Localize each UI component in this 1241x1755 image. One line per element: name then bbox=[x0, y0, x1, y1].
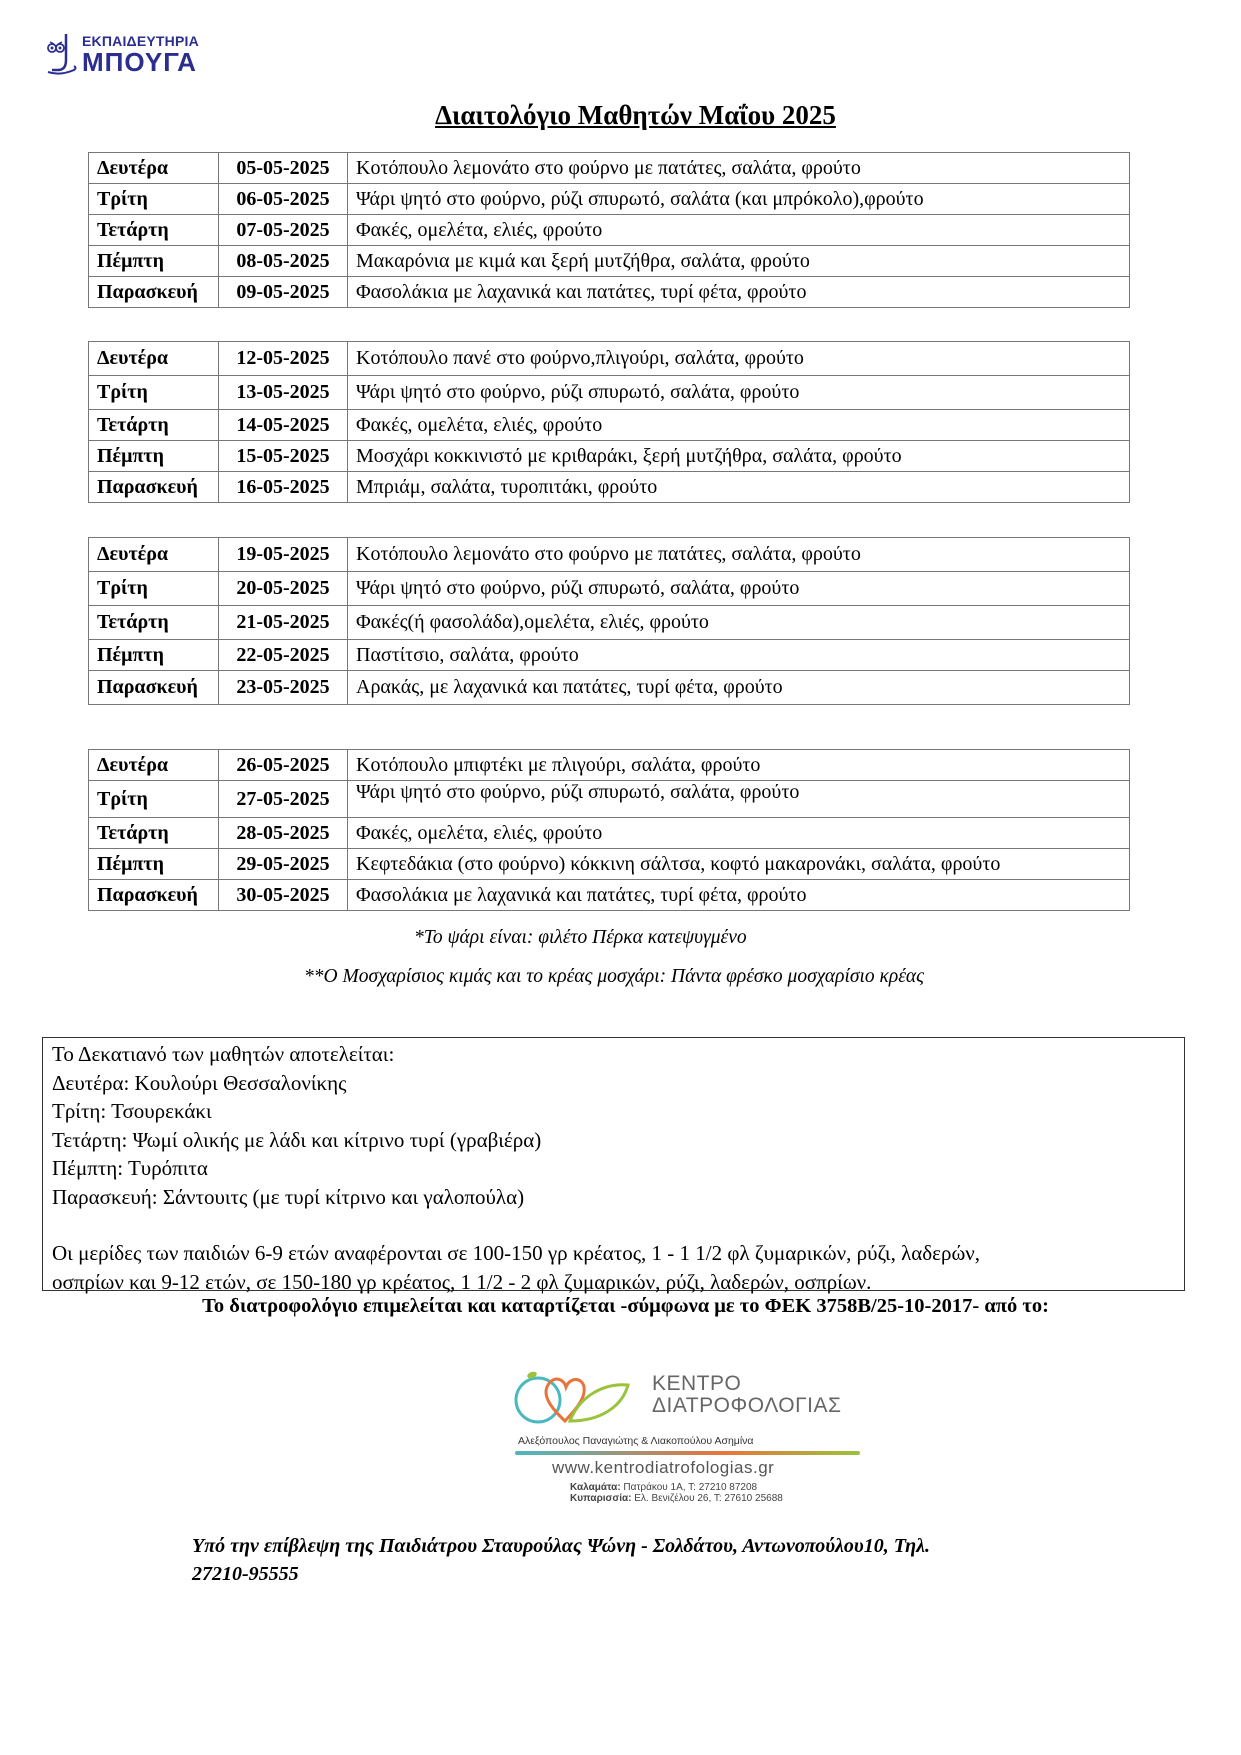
date-cell: 07-05-2025 bbox=[219, 215, 348, 246]
owl-icon bbox=[44, 30, 78, 78]
table-row bbox=[89, 671, 1130, 705]
day-cell: Παρασκευή bbox=[89, 880, 219, 911]
day-cell: Παρασκευή bbox=[89, 277, 219, 308]
day-cell: Τρίτη bbox=[89, 184, 219, 215]
school-logo bbox=[44, 30, 199, 78]
menu-cell: Ψάρι ψητό στο φούρνο, ρύζι σπυρωτό, σαλάτα, φρούτο bbox=[348, 781, 1130, 818]
center-url: www.kentrodiatrofologias.gr bbox=[552, 1458, 775, 1477]
date-cell: 26-05-2025 bbox=[219, 750, 348, 781]
portions-line-1: Οι μερίδες των παιδιών 6-9 ετών αναφέρονται σε 100-150 γρ κρέατος, 1 - 1 1/2 φλ ζυμαρικών, ρύζι, λαδερών, bbox=[52, 1241, 981, 1265]
date-cell: 22-05-2025 bbox=[219, 640, 348, 671]
day-cell: Τετάρτη bbox=[89, 606, 219, 640]
day-cell: Δευτέρα bbox=[89, 342, 219, 376]
snack-item-thursday: Πέμπτη: Τυρόπιτα bbox=[52, 1156, 208, 1180]
center-title-line2: ΔΙΑΤΡΟΦΟΛΟΓΙΑΣ bbox=[652, 1394, 842, 1417]
table-row bbox=[89, 849, 1130, 880]
date-cell: 23-05-2025 bbox=[219, 671, 348, 705]
day-cell: Πέμπτη bbox=[89, 849, 219, 880]
table-row bbox=[89, 606, 1130, 640]
nutrition-center-logo bbox=[510, 1355, 860, 1504]
day-cell: Τετάρτη bbox=[89, 215, 219, 246]
week-table-3 bbox=[88, 537, 1130, 705]
fek-statement: Το διατροφολόγιο επιμελείται και καταρτίζεται -σύμφωνα με το ΦΕΚ 3758Β/25-10-2017- από το: bbox=[202, 1295, 1049, 1317]
table-row bbox=[89, 750, 1130, 781]
week-table-1 bbox=[88, 152, 1130, 308]
date-cell: 27-05-2025 bbox=[219, 781, 348, 818]
table-row bbox=[89, 572, 1130, 606]
menu-cell: Κοτόπουλο μπιφτέκι με πλιγούρι, σαλάτα, φρούτο bbox=[348, 750, 1130, 781]
snack-item-wednesday: Τετάρτη: Ψωμί ολικής με λάδι και κίτρινο τυρί (γραβιέρα) bbox=[52, 1127, 542, 1152]
beef-note: **Ο Μοσχαρίσιος κιμάς και το κρέας μοσχάρι: Πάντα φρέσκο μοσχαρίσιο κρέας bbox=[304, 966, 925, 987]
table-row bbox=[89, 246, 1130, 277]
day-cell: Παρασκευή bbox=[89, 472, 219, 503]
menu-cell: Μοσχάρι κοκκινιστό με κριθαράκι, ξερή μυτζήθρα, σαλάτα, φρούτο bbox=[348, 441, 1130, 472]
address-kalamata: Καλαμάτα: Πατράκου 1Α, Τ: 27210 87208 bbox=[570, 1482, 758, 1493]
date-cell: 08-05-2025 bbox=[219, 246, 348, 277]
table-row bbox=[89, 342, 1130, 376]
day-cell: Δευτέρα bbox=[89, 153, 219, 184]
snack-box bbox=[42, 1037, 1185, 1294]
menu-cell: Κοτόπουλο πανέ στο φούρνο,πλιγούρι, σαλάτα, φρούτο bbox=[348, 342, 1130, 376]
table-row bbox=[89, 410, 1130, 441]
date-cell: 20-05-2025 bbox=[219, 572, 348, 606]
date-cell: 14-05-2025 bbox=[219, 410, 348, 441]
day-cell: Τρίτη bbox=[89, 376, 219, 410]
day-cell: Δευτέρα bbox=[89, 538, 219, 572]
menu-cell: Φακές, ομελέτα, ελιές, φρούτο bbox=[348, 410, 1130, 441]
day-cell: Τετάρτη bbox=[89, 410, 219, 441]
menu-cell: Παστίτσιο, σαλάτα, φρούτο bbox=[348, 640, 1130, 671]
date-cell: 21-05-2025 bbox=[219, 606, 348, 640]
table-row bbox=[89, 472, 1130, 503]
day-cell: Πέμπτη bbox=[89, 640, 219, 671]
table-row bbox=[89, 215, 1130, 246]
snack-item-tuesday: Τρίτη: Τσουρεκάκι bbox=[52, 1099, 212, 1123]
date-cell: 19-05-2025 bbox=[219, 538, 348, 572]
table-row bbox=[89, 880, 1130, 911]
menu-cell: Φακές, ομελέτα, ελιές, φρούτο bbox=[348, 215, 1130, 246]
day-cell: Τρίτη bbox=[89, 781, 219, 818]
heart-leaf-icon bbox=[510, 1355, 650, 1435]
menu-cell: Κοτόπουλο λεμονάτο στο φούρνο με πατάτες, σαλάτα, φρούτο bbox=[348, 538, 1130, 572]
logo-line2: ΜΠΟΥΓΑ bbox=[82, 46, 197, 77]
page-title: Διαιτολόγιο Μαθητών Μαΐου 2025 bbox=[435, 100, 836, 130]
date-cell: 05-05-2025 bbox=[219, 153, 348, 184]
table-row bbox=[89, 376, 1130, 410]
date-cell: 13-05-2025 bbox=[219, 376, 348, 410]
table-row bbox=[89, 277, 1130, 308]
supervision-note bbox=[192, 1532, 1092, 1588]
day-cell: Παρασκευή bbox=[89, 671, 219, 705]
menu-cell: Κεφτεδάκια (στο φούρνο) κόκκινη σάλτσα, κοφτό μακαρονάκι, σαλάτα, φρούτο bbox=[348, 849, 1130, 880]
date-cell: 30-05-2025 bbox=[219, 880, 348, 911]
supervision-line2: 27210-95555 bbox=[192, 1563, 299, 1585]
menu-cell: Ψάρι ψητό στο φούρνο, ρύζι σπυρωτό, σαλάτα, φρούτο bbox=[348, 376, 1130, 410]
menu-cell: Ψάρι ψητό στο φούρνο, ρύζι σπυρωτό, σαλάτα (και μπρόκολο),φρούτο bbox=[348, 184, 1130, 215]
menu-cell: Ψάρι ψητό στο φούρνο, ρύζι σπυρωτό, σαλάτα, φρούτο bbox=[348, 572, 1130, 606]
menu-cell: Φασολάκια με λαχανικά και πατάτες, τυρί φέτα, φρούτο bbox=[348, 880, 1130, 911]
logo-line1: ΕΚΠΑΙΔΕΥΤΗΡΙΑ bbox=[82, 32, 199, 49]
snack-heading: Το Δεκατιανό των μαθητών αποτελείται: bbox=[52, 1042, 395, 1066]
snack-item-monday: Δευτέρα: Κουλούρι Θεσσαλονίκης bbox=[52, 1070, 347, 1095]
menu-cell: Φακές, ομελέτα, ελιές, φρούτο bbox=[348, 818, 1130, 849]
table-row bbox=[89, 538, 1130, 572]
table-row bbox=[89, 818, 1130, 849]
menu-cell: Κοτόπουλο λεμονάτο στο φούρνο με πατάτες, σαλάτα, φρούτο bbox=[348, 153, 1130, 184]
table-row bbox=[89, 184, 1130, 215]
table-row bbox=[89, 153, 1130, 184]
supervision-line1: Υπό την επίβλεψη της Παιδιάτρου Σταυρούλας Ψώνη - Σολδάτου, Αντωνοπούλου10, Τηλ. bbox=[192, 1535, 931, 1557]
snack-item-friday: Παρασκευή: Σάντουιτς (με τυρί κίτρινο και γαλοπούλα) bbox=[52, 1184, 525, 1209]
week-table-4 bbox=[88, 749, 1130, 911]
table-row bbox=[89, 781, 1130, 818]
menu-cell: Μακαρόνια με κιμά και ξερή μυτζήθρα, σαλάτα, φρούτο bbox=[348, 246, 1130, 277]
day-cell: Δευτέρα bbox=[89, 750, 219, 781]
gradient-divider bbox=[515, 1451, 860, 1455]
day-cell: Πέμπτη bbox=[89, 441, 219, 472]
menu-cell: Μπριάμ, σαλάτα, τυροπιτάκι, φρούτο bbox=[348, 472, 1130, 503]
center-title-line1: ΚΕΝΤΡΟ bbox=[652, 1372, 742, 1395]
date-cell: 12-05-2025 bbox=[219, 342, 348, 376]
address-kyparissia: Κυπαρισσία: Ελ. Βενιζέλου 26, Τ: 27610 25688 bbox=[570, 1493, 783, 1504]
date-cell: 09-05-2025 bbox=[219, 277, 348, 308]
day-cell: Τετάρτη bbox=[89, 818, 219, 849]
table-row bbox=[89, 640, 1130, 671]
table-row bbox=[89, 441, 1130, 472]
menu-cell: Αρακάς, με λαχανικά και πατάτες, τυρί φέτα, φρούτο bbox=[348, 671, 1130, 705]
center-names: Αλεξόπουλος Παναγιώτης & Λιακοπούλου Ασημίνα bbox=[518, 1435, 754, 1447]
date-cell: 15-05-2025 bbox=[219, 441, 348, 472]
date-cell: 06-05-2025 bbox=[219, 184, 348, 215]
date-cell: 16-05-2025 bbox=[219, 472, 348, 503]
fish-note: *Το ψάρι είναι: φιλέτο Πέρκα κατεψυγμένο bbox=[414, 927, 747, 948]
day-cell: Πέμπτη bbox=[89, 246, 219, 277]
week-table-2 bbox=[88, 341, 1130, 503]
date-cell: 28-05-2025 bbox=[219, 818, 348, 849]
menu-cell: Φασολάκια με λαχανικά και πατάτες, τυρί φέτα, φρούτο bbox=[348, 277, 1130, 308]
menu-cell: Φακές(ή φασολάδα),ομελέτα, ελιές, φρούτο bbox=[348, 606, 1130, 640]
day-cell: Τρίτη bbox=[89, 572, 219, 606]
date-cell: 29-05-2025 bbox=[219, 849, 348, 880]
portions-line-2: οσπρίων και 9-12 ετών, σε 150-180 γρ κρέατος, 1 1/2 - 2 φλ ζυμαρικών, ρύζι, λαδερών, οσπρίων. bbox=[52, 1269, 872, 1294]
